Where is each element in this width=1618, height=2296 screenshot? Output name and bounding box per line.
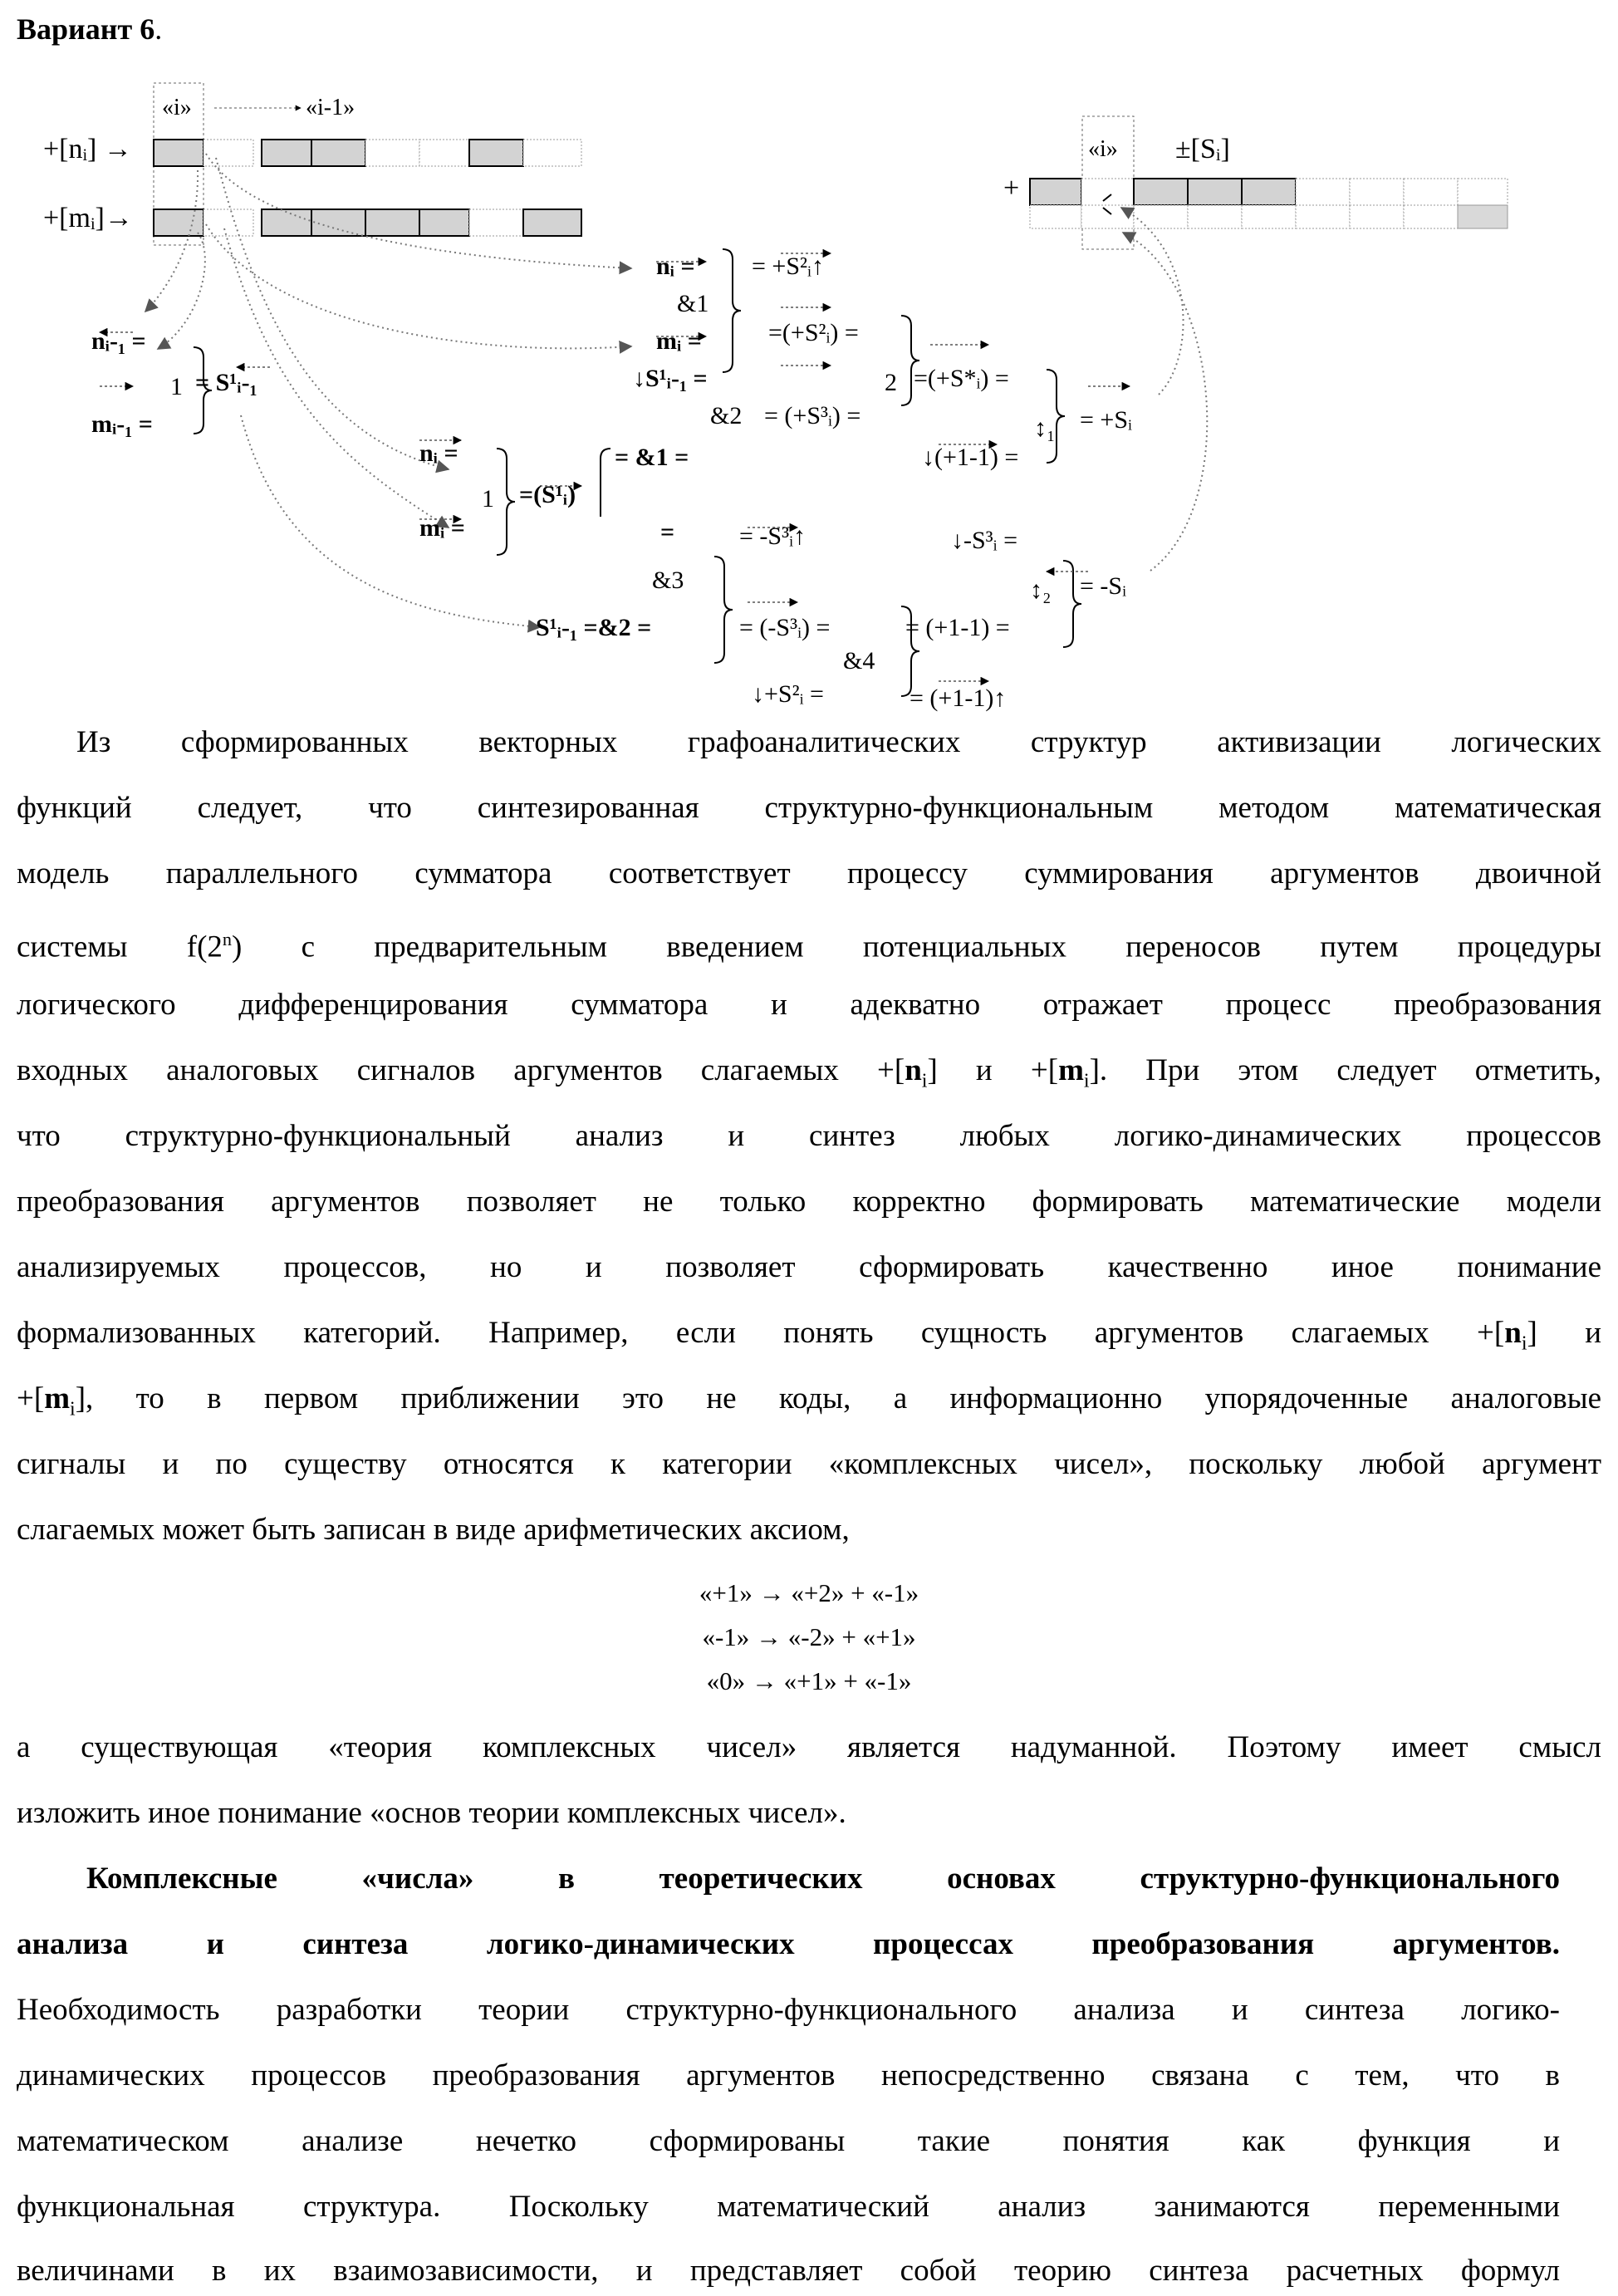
para1-line: Из сформированных векторных графоаналитических структур активизации логических <box>76 726 1601 759</box>
label-m-input: +[mᵢ]→ <box>43 203 133 233</box>
label-plus-s2-up: = +S²ᵢ↑ <box>752 253 824 280</box>
label-m-prev: mᵢ-₁ = <box>91 410 153 438</box>
label-mi-eq-2: mᵢ = <box>419 514 465 542</box>
label-down-plus-s2: ↓+S²ᵢ = <box>752 680 824 708</box>
label-p11: = (+1-1) = <box>905 614 1010 641</box>
para1-line: системы f(2n) с предварительным введением потенциальных переносов путем процедуры <box>17 923 1601 964</box>
label-and1-out: = &1 = <box>615 444 689 471</box>
label-group-2: 2 <box>885 369 897 396</box>
label-p11-up: = (+1-1)↑ <box>910 684 1006 712</box>
section-title-line: анализа и синтеза логико-динамических процессах преобразования аргументов. <box>17 1928 1560 1961</box>
para2-line: а существующая «теория комплексных чисел» является надуманной. Поэтому имеет смысл <box>17 1731 1601 1764</box>
label-plus: + <box>1003 173 1019 204</box>
axiom-line: «-1» → «-2» + «+1» <box>0 1622 1618 1652</box>
para1-line: сигналы и по существу относятся к категории «комплексных чисел», поскольку любой аргумент <box>17 1448 1601 1481</box>
label-mi-eq: mᵢ = <box>656 327 702 355</box>
label-i: «i» <box>162 95 192 120</box>
para2-line: изложить иное понимание «основ теории комплексных чисел». <box>17 1797 1601 1830</box>
label-s-star: =(+S*ᵢ) = <box>914 365 1009 392</box>
para1-line: входных аналоговых сигналов аргументов слагаемых +[ni] и +[mi]. При этом следует отметить, <box>17 1054 1601 1097</box>
label-and4: &4 <box>843 647 875 675</box>
para1-line: преобразования аргументов позволяет не только корректно формировать математические модели <box>17 1185 1601 1219</box>
label-n-prev: nᵢ-₁ = <box>91 327 146 355</box>
label-swap-2: ↕₂ <box>1030 576 1051 604</box>
section-line: динамических процессов преобразования аргументов непосредственно связана с тем, что в <box>17 2059 1560 2092</box>
label-minus-si: = -Sᵢ <box>1080 572 1126 600</box>
label-s-register: ±[Sᵢ] <box>1175 134 1230 164</box>
label-group-1b: 1 <box>482 485 494 513</box>
variant-heading <box>17 12 162 47</box>
label-group-1: 1 <box>170 373 183 400</box>
para1-line: +[mi], то в первом приближении это не коды, а информационно упорядоченные аналоговые <box>17 1382 1601 1425</box>
section-line: функциональная структура. Поскольку математический анализ занимаются переменными <box>17 2191 1560 2224</box>
label-s1i-paren: =(S¹ᵢ) <box>519 481 576 508</box>
label-s1-prev-down: ↓S¹ᵢ-₁ = <box>633 365 708 392</box>
para1-line: что структурно-функциональный анализ и синтез любых логико-динамических процессов <box>17 1120 1601 1153</box>
label-down-minus-s3: ↓-S³ᵢ = <box>951 527 1017 554</box>
section-line: величинами в их взаимозависимости, и представляет собой теорию синтеза расчетных формул <box>17 2254 1560 2288</box>
label-down-p11: ↓(+1-1) = <box>922 444 1018 471</box>
label-s1-prev: = S¹ᵢ-₁ <box>195 369 257 396</box>
label-i-right: «i» <box>1088 136 1118 162</box>
para1-line: логического дифференцирования сумматора и адекватно отражает процесс преобразования <box>17 989 1601 1022</box>
label-plus-si: = +Sᵢ <box>1080 406 1132 434</box>
para1-line: анализируемых процессов, но и позволяет сформировать качественно иное понимание <box>17 1251 1601 1284</box>
label-paren-s2: =(+S²ᵢ) = <box>768 319 859 346</box>
label-and1: &1 <box>677 290 708 317</box>
axiom-line: «+1» → «+2» + «-1» <box>0 1578 1618 1608</box>
register-m <box>154 209 581 236</box>
structure-diagram <box>0 75 1618 731</box>
para1-line: модель параллельного сумматора соответствует процессу суммирования аргументов двоичной <box>17 857 1601 890</box>
register-s <box>1030 179 1508 228</box>
label-and2: &2 <box>710 402 742 429</box>
label-ni-eq-2: nᵢ = <box>419 439 458 467</box>
axiom-line: «0» → «+1» + «-1» <box>0 1666 1618 1696</box>
label-minus-s3-paren: = (-S³ᵢ) = <box>739 614 830 641</box>
para1-line: функций следует, что синтезированная структурно-функциональным методом математическая <box>17 792 1601 825</box>
register-n <box>154 140 581 166</box>
label-swap-1: ↕₁ <box>1034 415 1055 442</box>
label-minus-s3-up: = -S³ᵢ↑ <box>739 522 806 550</box>
section-line: математическом анализе нечетко сформированы такие понятия как функция и <box>17 2125 1560 2158</box>
label-n-input: +[nᵢ] → <box>43 134 132 164</box>
label-eq: = <box>660 518 674 546</box>
label-paren-s3: = (+S³ᵢ) = <box>764 402 860 429</box>
label-s1-prev-and2: S¹ᵢ-₁ =&2 = <box>536 614 651 641</box>
para1-line: формализованных категорий. Например, если понять сущность аргументов слагаемых +[ni] и <box>17 1317 1601 1360</box>
label-ni-eq: nᵢ = <box>656 253 695 280</box>
label-and3: &3 <box>652 567 684 594</box>
section-line: Необходимость разработки теории структурно-функционального анализа и синтеза логико- <box>17 1994 1560 2027</box>
heading-dot: . <box>154 12 162 46</box>
section-title-line: Комплексные «числа» в теоретических основах структурно-функционального <box>86 1862 1560 1896</box>
heading-text: Вариант 6 <box>17 12 154 46</box>
label-i-minus-1: «i-1» <box>306 95 355 120</box>
para1-line: слагаемых может быть записан в виде арифметических аксиом, <box>17 1513 1601 1547</box>
